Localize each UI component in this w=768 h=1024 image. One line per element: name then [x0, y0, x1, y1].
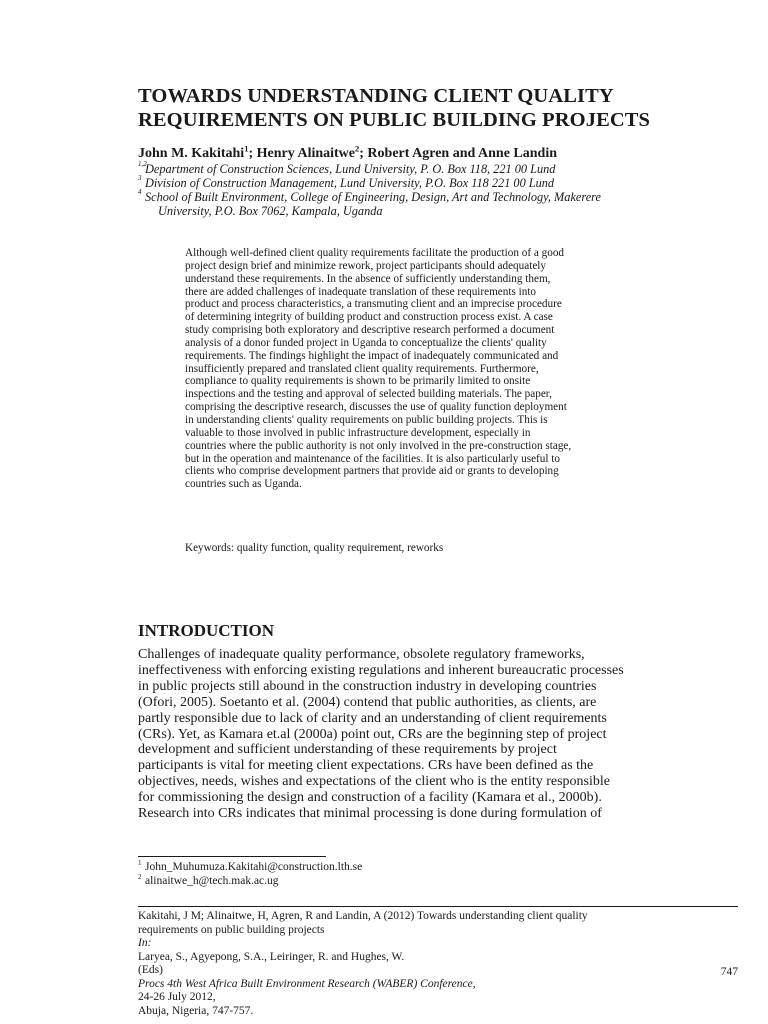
author-affiliation-mark: 1: [244, 143, 249, 154]
affiliation-list: [138, 162, 748, 218]
affiliation: [138, 176, 748, 190]
citation-in-italic: In:: [138, 937, 152, 949]
abstract-line: comprising the descriptive research, discusses the use of quality function deployment: [185, 401, 567, 414]
body-line: partly responsible due to lack of clarity and an understanding of client requirements: [138, 710, 607, 726]
keywords: Keywords: quality function, quality requirement, reworks: [185, 542, 444, 554]
title-line: TOWARDS UNDERSTANDING CLIENT QUALITY: [138, 85, 614, 107]
abstract-line: countries such as Uganda.: [185, 478, 302, 491]
body-line: for commissioning the design and construction of a facility (Kamara et al., 2000b).: [138, 790, 602, 806]
footnotes: [138, 861, 362, 888]
citation-line: Abuja, Nigeria, 747-757.: [138, 1004, 254, 1017]
abstract-line: study comprising both exploratory and descriptive research performed a document: [185, 324, 555, 337]
body-line: (CRs). Yet, as Kamara et.al (2000a) point out, CRs are the beginning step of project: [138, 726, 607, 742]
affiliation: [138, 162, 748, 176]
body-line: (Ofori, 2005). Soetanto et al. (2004) contend that public authorities, as clients, are: [138, 694, 597, 710]
author-separator: ;: [248, 146, 257, 161]
abstract-line: but in the operation and maintenance of the facilities. It is also particularly useful to: [185, 452, 560, 465]
citation-block: [138, 910, 738, 1018]
abstract-line: product and process characteristics, a transmuting client and an imprecise procedure: [185, 298, 562, 311]
title-line: REQUIREMENTS ON PUBLIC BUILDING PROJECTS: [138, 109, 651, 131]
citation-line: [138, 964, 738, 1005]
abstract-line: project design brief and minimize rework, project participants should adequately: [185, 259, 546, 272]
footnote-mark: 2: [138, 872, 142, 881]
abstract-line: insufficiently prepared and translated client quality requirements. Furthermore,: [185, 362, 539, 375]
author-name: John M. Kakitahi: [138, 146, 245, 161]
affiliation-text: Division of Construction Management, Lund University, P.O. Box 118 221 00 Lund: [145, 176, 555, 190]
affiliation: [138, 190, 748, 218]
author-name: Henry Alinaitwe: [256, 146, 356, 161]
body-line: participants is vital for meeting client expectations. CRs have been defined as the: [138, 758, 594, 774]
citation-divider: [138, 906, 738, 907]
citation-text: requirements on public building projects: [138, 923, 325, 936]
footnote-divider: [138, 856, 326, 857]
affiliation-text: School of Built Environment, College of Engineering, Design, Art and Technology, Makerere: [145, 190, 601, 204]
citation-text: (Eds): [138, 964, 163, 976]
affiliation-mark: 3: [138, 174, 142, 182]
abstract-line: in understanding clients' quality requirements on public building projects. This is: [185, 413, 548, 426]
citation-line: [138, 924, 738, 965]
citation-line: Kakitahi, J M; Alinaitwe, H, Agren, R and Landin, A (2012) Towards understanding client quality: [138, 910, 588, 922]
body-line: in public projects still abound in the construction industry in developing countries: [138, 678, 597, 694]
author-names-rest: ; Robert Agren and Anne Landin: [359, 146, 557, 161]
abstract-line: analysis of a donor funded project in Uganda to conceptualize the clients' quality: [185, 336, 547, 349]
page-number: 747: [720, 966, 738, 978]
footnote: [138, 872, 362, 889]
affiliation-mark: 4: [138, 188, 142, 196]
footnote-email: John_Muhumuza.Kakitahi@construction.lth.se: [145, 861, 363, 873]
abstract-line: requirements. The findings highlight the impact of inadequately communicated and: [185, 349, 559, 362]
abstract-line: valuable to those involved in public infrastructure development, especially in: [185, 426, 531, 439]
abstract: [185, 247, 640, 491]
citation-proceedings-title: Procs 4th West Africa Built Environment Research (WABER) Conference,: [138, 977, 476, 990]
affiliation-text: Department of Construction Sciences, Lund University, P. O. Box 118, 221 00 Lund: [145, 162, 556, 176]
body-line: Challenges of inadequate quality performance, obsolete regulatory frameworks,: [138, 647, 585, 662]
author-affiliation-mark: 2: [355, 143, 360, 154]
abstract-line: inspections and the testing and approval of selected building materials. The paper,: [185, 388, 552, 401]
abstract-line: clients who comprise development partners that provide aid or grants to developing: [185, 465, 559, 478]
affiliation-mark: 1,2: [138, 160, 147, 168]
body-line: Research into CRs indicates that minimal processing is done during formulation of: [138, 806, 602, 822]
footnote: [138, 861, 362, 875]
body-line: objectives, needs, wishes and expectations of the client who is the entity responsible: [138, 774, 610, 790]
author-list: [138, 145, 738, 163]
abstract-line: compliance to quality requirements is shown to be primarily limited to onsite: [185, 375, 531, 388]
abstract-line: Although well-defined client quality requirements facilitate the production of a good: [185, 247, 565, 259]
abstract-line: of determining integrity of building product and construction process exist. A case: [185, 311, 553, 324]
body-line: ineffectiveness with enforcing existing regulations and inherent bureaucratic processes: [138, 662, 624, 678]
citation-text: Laryea, S., Agyepong, S.A., Leiringer, R. and Hughes, W.: [138, 950, 405, 963]
abstract-line: countries where the public authority is not only involved in the pre-construction stage,: [185, 439, 572, 452]
abstract-line: there are added challenges of inadequate translation of these requirements into: [185, 285, 537, 298]
section-heading-introduction: INTRODUCTION: [138, 621, 275, 640]
footnote-mark: 1: [138, 859, 142, 867]
affiliation-text-continued: University, P.O. Box 7062, Kampala, Uganda: [158, 204, 383, 218]
citation-text: 24-26 July 2012,: [138, 991, 216, 1003]
body-line: development and sufficient understanding of these requirements by project: [138, 742, 557, 758]
paper-title: [138, 84, 738, 132]
footnote-email: alinaitwe_h@tech.mak.ac.ug: [145, 874, 279, 887]
abstract-line: understand these requirements. In the absence of sufficiently understanding them,: [185, 272, 551, 285]
introduction-paragraph: [138, 647, 738, 822]
